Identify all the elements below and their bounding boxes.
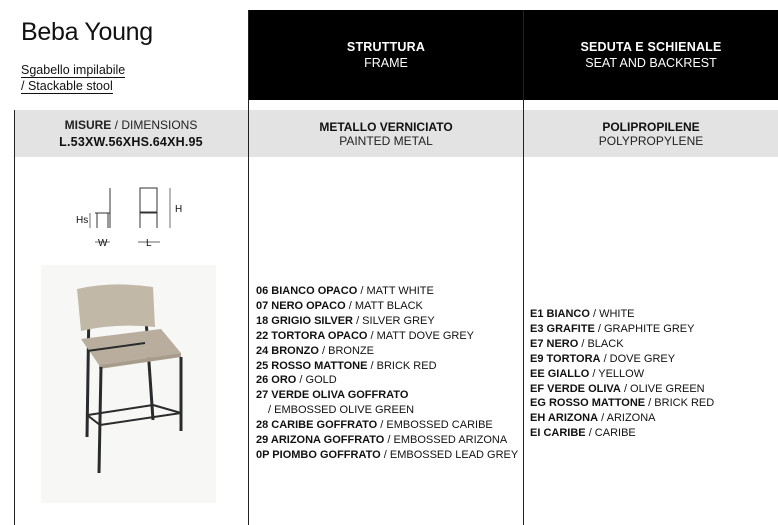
frame-header-it: STRUTTURA bbox=[346, 40, 426, 54]
list-item: 27 VERDE OLIVA GOFFRATO bbox=[256, 389, 409, 402]
list-item: 29 ARIZONA GOFFRATO / EMBOSSED ARIZONA bbox=[256, 434, 508, 447]
frame-material-en: PAINTED METAL bbox=[339, 133, 433, 148]
list-item: 25 ROSSO MATTONE / BRICK RED bbox=[256, 359, 437, 372]
title-block bbox=[21, 18, 153, 94]
front-view-icon bbox=[140, 188, 157, 228]
list-item: EH ARIZONA / ARIZONA bbox=[530, 412, 656, 425]
l-label: L bbox=[146, 238, 152, 249]
list-item: 18 GRIGIO SILVER / SILVER GREY bbox=[256, 314, 435, 327]
seat-header-it: SEDUTA E SCHIENALE bbox=[580, 40, 722, 54]
subtitle-italian: Sgabello impilabile bbox=[21, 63, 126, 77]
hs-label: Hs bbox=[76, 215, 89, 226]
list-item: 0P PIOMBO GOFFRATO / EMBOSSED LEAD GREY bbox=[256, 448, 519, 461]
stool-product-image bbox=[41, 265, 216, 503]
frame-material-it: METALLO VERNICIATO bbox=[319, 119, 453, 134]
list-item: EI CARIBE / CARIBE bbox=[530, 427, 636, 440]
list-item: E1 BIANCO / WHITE bbox=[530, 308, 635, 320]
list-item: E3 GRAFITE / GRAPHITE GREY bbox=[530, 322, 695, 335]
list-item: EG ROSSO MATTONE / BRICK RED bbox=[530, 397, 715, 410]
seat-color-list bbox=[530, 307, 714, 441]
frame-color-list bbox=[256, 284, 518, 463]
frame-header-en: FRAME bbox=[364, 56, 408, 70]
dimensions-label-it: MISURE bbox=[64, 118, 112, 132]
product-subtitle bbox=[21, 62, 153, 94]
seat-material-en: POLYPROPYLENE bbox=[598, 133, 704, 148]
list-item: 22 TORTORA OPACO / MATT DOVE GREY bbox=[256, 329, 475, 342]
product-title: Beba Young bbox=[21, 18, 153, 46]
frame-header bbox=[249, 10, 523, 100]
list-item: E7 NERO / BLACK bbox=[530, 337, 624, 350]
dimensions-label-en: / DIMENSIONS bbox=[114, 118, 198, 132]
list-item: 28 CARIBE GOFFRATO / EMBOSSED CARIBE bbox=[256, 419, 493, 432]
seat-header bbox=[524, 10, 778, 100]
list-item: / EMBOSSED OLIVE GREEN bbox=[268, 404, 415, 417]
list-item: 24 BRONZO / BRONZE bbox=[256, 344, 374, 357]
list-item: 07 NERO OPACO / MATT BLACK bbox=[256, 299, 423, 312]
column-divider-1 bbox=[248, 10, 249, 525]
dimension-diagram bbox=[60, 180, 200, 255]
seat-material-header bbox=[524, 110, 778, 157]
column-divider-left bbox=[14, 110, 15, 525]
subtitle-english: / Stackable stool bbox=[21, 79, 113, 93]
seat-header-en: SEAT AND BACKREST bbox=[585, 56, 717, 70]
w-label: W bbox=[98, 238, 108, 249]
list-item: 06 BIANCO OPACO / MATT WHITE bbox=[256, 285, 434, 297]
list-item: E9 TORTORA / DOVE GREY bbox=[530, 352, 676, 365]
list-item: EE GIALLO / YELLOW bbox=[530, 367, 645, 380]
h-label: H bbox=[175, 204, 183, 215]
column-divider-2 bbox=[523, 10, 524, 525]
seat-material-it: POLIPROPILENE bbox=[602, 119, 700, 134]
list-item: 26 ORO / GOLD bbox=[256, 374, 337, 387]
list-item: EF VERDE OLIVA / OLIVE GREEN bbox=[530, 382, 705, 395]
side-view-icon bbox=[95, 188, 110, 228]
dimensions-value: L.53XW.56XHS.64XH.95 bbox=[59, 135, 203, 149]
dimensions-label bbox=[14, 118, 248, 132]
dimensions-header bbox=[14, 110, 248, 157]
frame-material-header bbox=[249, 110, 523, 157]
